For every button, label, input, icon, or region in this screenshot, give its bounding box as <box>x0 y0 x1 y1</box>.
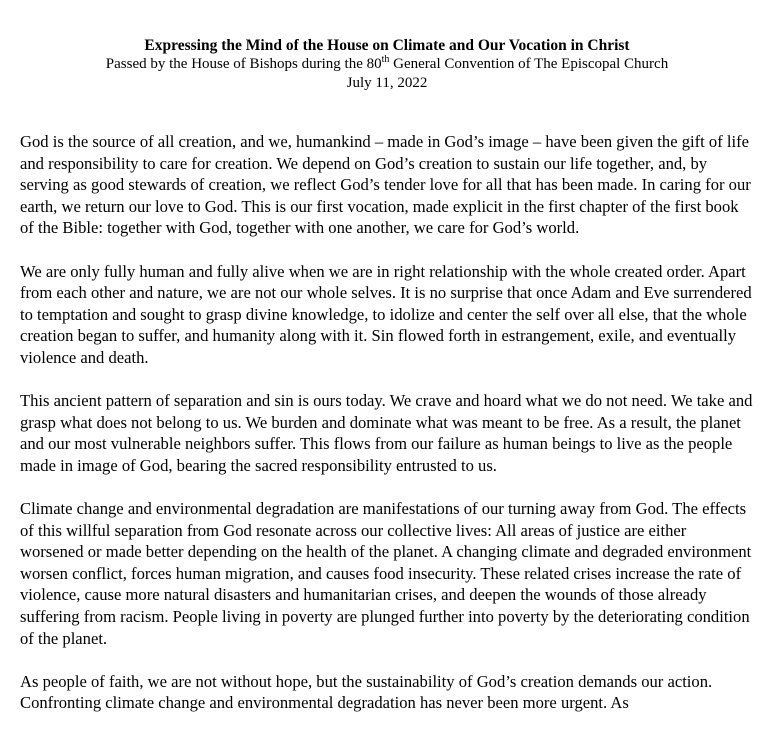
subtitle-text-after: General Convention of The Episcopal Church <box>389 56 669 72</box>
subtitle-text-before: Passed by the House of Bishops during the 80 <box>105 56 382 72</box>
subtitle-ordinal-suffix: th <box>381 54 390 65</box>
paragraph-3: This ancient pattern of separation and sin is ours today. We crave and hoard what we do not need. We take and grasp what does not belong to us. We burden and dominate what was meant to be free. As a result, the planet and our most vulnerable neighbors suffer. This flows from our failure as human beings to live as the people made in image of God, bearing the sacred responsibility entrusted to us. <box>20 391 753 475</box>
document-title: Expressing the Mind of the House on Climate and Our Vocation in Christ <box>144 37 630 54</box>
document-body <box>20 131 754 714</box>
paragraph-4: Climate change and environmental degradation are manifestations of our turning away from God. The effects of this willful separation from God resonate across our collective lives: All areas of justice are either worsened or made better depending on the health of the planet. A changing climate and degraded environment worsen conflict, forces human migration, and causes food insecurity. These related crises increase the rate of violence, cause more natural disasters and humanitarian crises, and deepen the wounds of those already suffering from racism. People living in poverty are plunged further into poverty by the deteriorating condition of the planet. <box>20 499 752 648</box>
document-subtitle <box>20 55 754 74</box>
paragraph-1: God is the source of all creation, and we, humankind – made in God’s image – have been given the gift of life and responsibility to care for creation. We depend on God’s creation to sustain our life together, and, by serving as good stewards of creation, we reflect God’s tender love for all that has been made. In caring for our earth, we return our love to God. This is our first vocation, made explicit in the first chapter of the first book of the Bible: together with God, together with one another, we care for God’s world. <box>20 132 751 238</box>
document-date: July 11, 2022 <box>346 75 428 91</box>
paragraph-2: We are only fully human and fully alive when we are in right relationship with the whole created order. Apart from each other and nature, we are not our whole selves. It is no surprise that once Adam and Eve surrendered to temptation and sought to grasp divine knowledge, to idolize and center the self over all else, that the whole creation began to suffer, and humanity along with it. Sin flowed forth in estrangement, exile, and eventually violence and death. <box>20 261 752 367</box>
document-header <box>20 36 754 93</box>
paragraph-5: As people of faith, we are not without hope, but the sustainability of God’s creation demands our action. Confronting climate change and environmental degradation has never been more urgent. As <box>20 671 713 713</box>
